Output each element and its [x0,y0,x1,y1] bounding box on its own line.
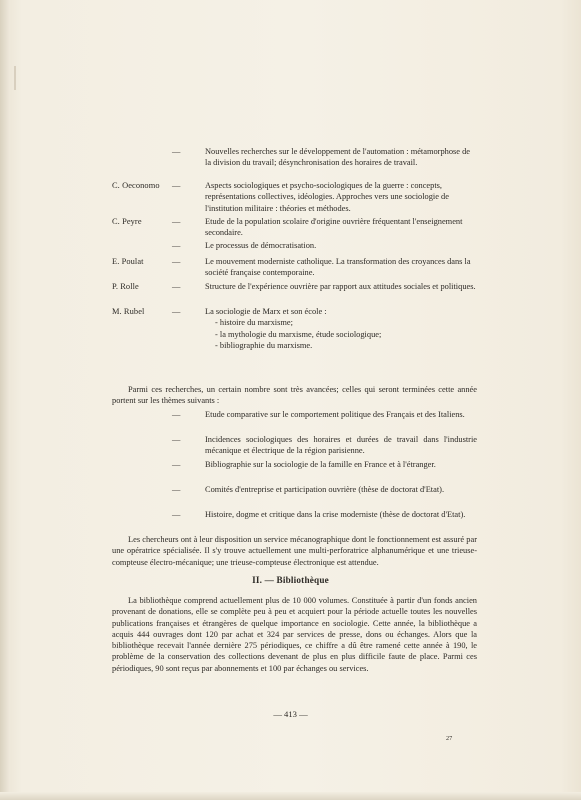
marx-topic: La sociologie de Marx et son école : [205,307,327,316]
binding-mark [14,66,16,90]
researcher-topic: Le processus de démocratisation. [205,241,317,250]
entry-dash: — [172,282,181,291]
researcher-topic: Aspects sociologiques et psycho-sociologiques de la guerre : concepts, représentations collectives, idéologies. Approches vers une sociologie de l'institution militaire : théories et méthodes. [205,181,449,213]
researcher-name: M. Rubel [112,307,145,316]
sub-item: - bibliographie du marxisme. [215,340,313,350]
researcher-topic: Etude de la population scolaire d'origine ouvrière fréquentant l'enseignement secondaire. [205,217,463,238]
page-left-edge [0,0,10,800]
section-heading: II. — Bibliothèque [252,575,329,585]
marx-subitems [205,317,477,351]
researcher-topic: Structure de l'expérience ouvrière par rapport aux attitudes sociales et politiques. [205,282,476,291]
entry-dash: — [172,485,181,494]
entry-dash: — [172,147,181,156]
theme-item: Histoire, dogme et critique dans la crise moderniste (thèse de doctorat d'Etat). [205,510,466,519]
researcher-name: C. Peyre [112,217,142,226]
entry-dash: — [172,410,181,419]
entry-dash: — [172,257,181,266]
intro-paragraph: Parmi ces recherches, un certain nombre sont très avancées; celles qui seront terminées cette année portent sur les thèmes suivants : [112,385,477,406]
researcher-name: P. Rolle [112,282,139,291]
page-number: — 413 — [273,709,308,719]
entry-dash: — [172,435,181,444]
researcher-topic: Le mouvement moderniste catholique. La transformation des croyances dans la société française contemporaine. [205,257,471,278]
entry-dash: — [172,241,181,250]
entry-dash: — [172,510,181,519]
corner-number: 27 [446,735,453,742]
sub-item: - histoire du marxisme; [215,318,293,328]
entry-dash: — [172,307,181,316]
theme-item: Incidences sociologiques des horaires et durées de travail dans l'industrie mécanique et électrique de la région parisienne. [205,435,477,456]
researcher-topic [205,306,477,351]
top-entry-text: Nouvelles recherches sur le développement de l'automation : métamorphose de la division du travail; désynchronisation des horaires de travail. [205,147,470,168]
researcher-name: C. Oeconomo [112,181,160,190]
library-paragraph: La bibliothèque comprend actuellement plus de 10 000 volumes. Constituée à partir d'un fonds ancien provenant de donations, elle se complète peu à peu et acquiert pour la période actuelle toutes les nouvelles publications françaises et étrangères de quelque importance en sociologie. Cette année, la bibliothèque a acquis 444 ouvrages dont 120 par achat et 324 par services de presse, dons ou échanges. Alors que la bibliothèque recevait l'année dernière 275 périodiques, ce chiffre a dû être ramené cette année à 190, le problème de la conservation des collections devenant de plus en plus difficile faute de place. Parmi ces périodiques, 90 sont reçus par abonnements et 100 par échanges ou services. [112,596,477,673]
sub-item: - la mythologie du marxisme, étude sociologique; [215,329,382,339]
theme-item: Comités d'entreprise et participation ouvrière (thèse de doctorat d'Etat). [205,485,445,494]
theme-item: Etude comparative sur le comportement politique des Français et des Italiens. [205,410,465,419]
page-bottom-edge [0,792,581,800]
theme-item: Bibliographie sur la sociologie de la famille en France et à l'étranger. [205,460,436,469]
entry-dash: — [172,460,181,469]
researcher-name: E. Poulat [112,257,144,266]
mechanography-paragraph: Les chercheurs ont à leur disposition un service mécanographique dont le fonctionnement est assuré par une opératrice spécialisée. Il s'y trouve actuellement une multi-perforatrice alphanumérique et une trieuse-compteuse électro-mécanique; une trieuse-compteuse électronique est attendue. [112,535,477,567]
entry-dash: — [172,181,181,190]
entry-dash: — [172,217,181,226]
